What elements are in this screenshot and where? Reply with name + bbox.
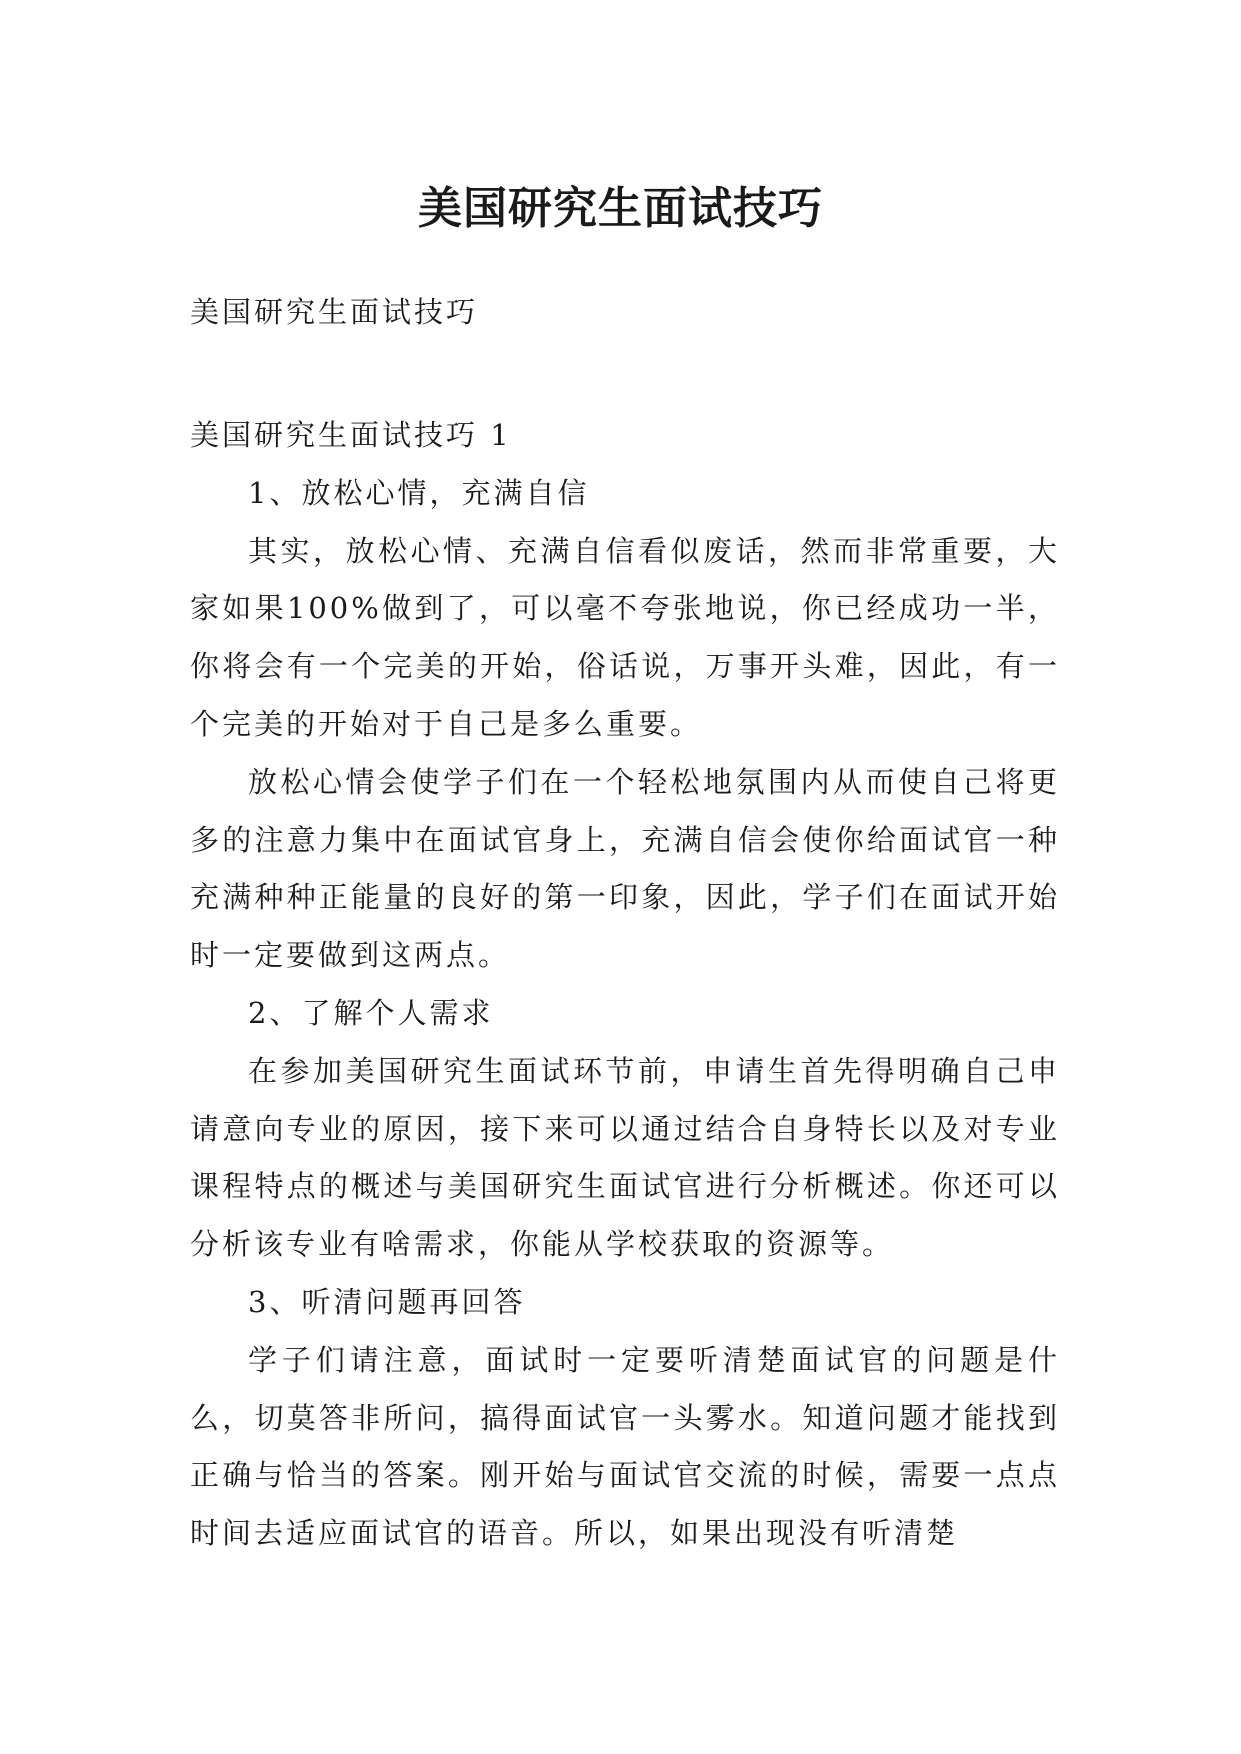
- document-subtitle: 美国研究生面试技巧: [190, 295, 479, 329]
- document-body: [190, 407, 1060, 1563]
- section-title: 美国研究生面试技巧 1: [190, 418, 512, 452]
- paragraph-4: 学子们请注意，面试时一定要听清楚面试官的问题是什么，切莫答非所问，搞得面试官一头雾水。知道问题才能找到正确与恰当的答案。刚开始与面试官交流的时候，需要一点点时间去适应面试官的语音。所以，如果出现没有听清楚: [190, 1342, 1060, 1551]
- heading-1: 1、放松心情，充满自信: [248, 475, 590, 510]
- document-title: 美国研究生面试技巧: [418, 183, 823, 235]
- paragraph-2: 放松心情会使学子们在一个轻松地氛围内从而使自己将更多的注意力集中在面试官身上，充满自信会使你给面试官一种充满种种正能量的良好的第一印象，因此，学子们在面试开始时一定要做到这两点。: [190, 764, 1060, 973]
- paragraph-3: 在参加美国研究生面试环节前，申请生首先得明确自己申请意向专业的原因，接下来可以通过结合自身特长以及对专业课程特点的概述与美国研究生面试官进行分析概述。你还可以分析该专业有啥需求，你能从学校获取的资源等。: [190, 1053, 1060, 1262]
- paragraph-1: 其实，放松心情、充满自信看似废话，然而非常重要，大家如果100%做到了，可以毫不夸张地说，你已经成功一半，你将会有一个完美的开始，俗话说，万事开头难，因此，有一个完美的开始对于自己是多么重要。: [190, 533, 1060, 741]
- heading-2: 2、了解个人需求: [248, 995, 494, 1030]
- heading-3: 3、听清问题再回答: [248, 1284, 526, 1319]
